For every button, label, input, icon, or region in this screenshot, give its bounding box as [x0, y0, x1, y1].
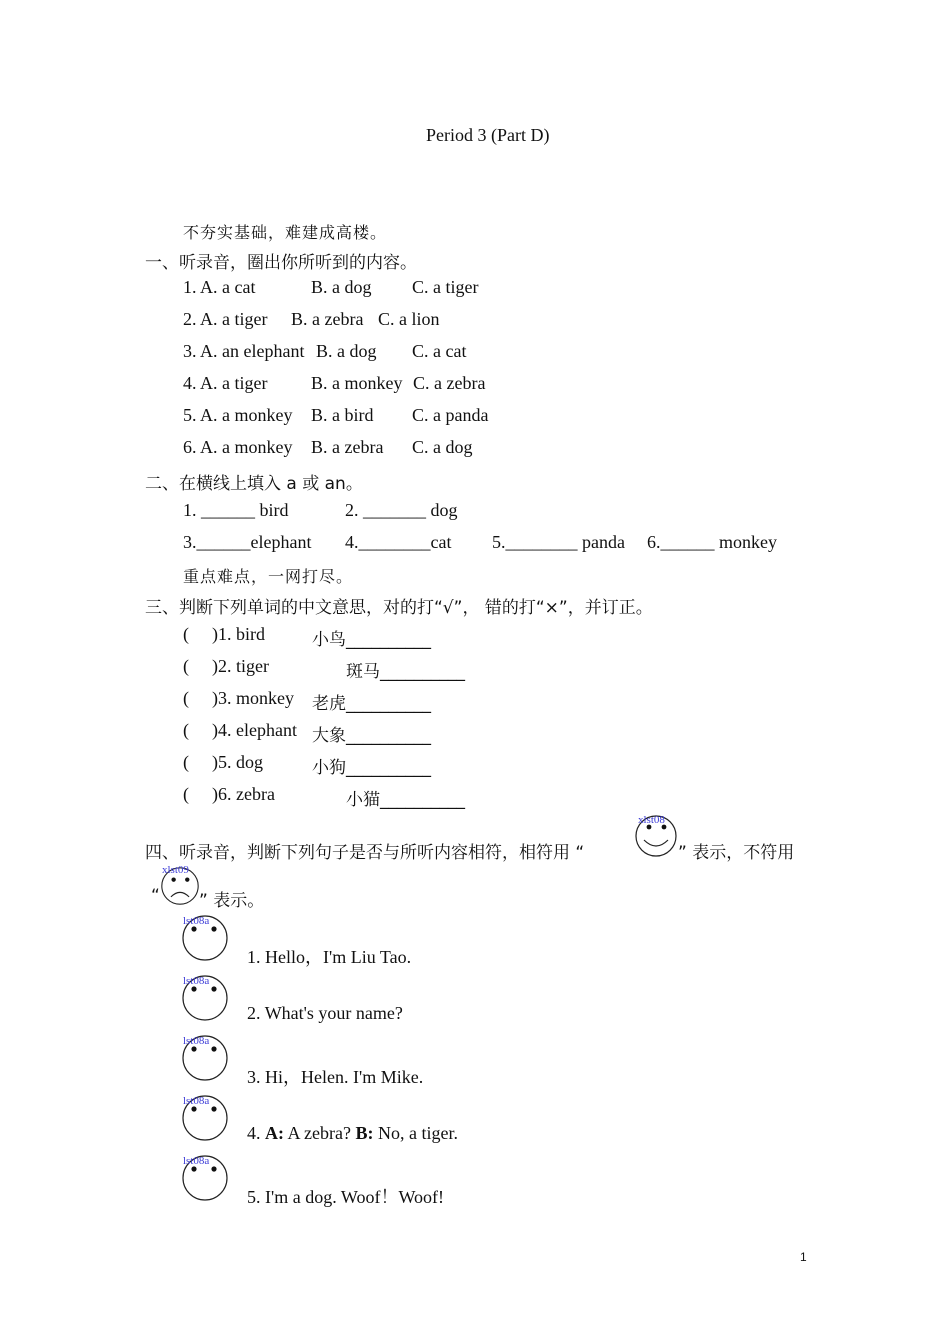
option-a[interactable]: 1. A. a cat	[183, 277, 256, 297]
sentence-item: 3. Hi，Helen. I'm Mike.	[247, 1067, 424, 1087]
section-4-heading-quote: “	[151, 886, 160, 906]
list-item	[183, 277, 255, 298]
blank-face-icon[interactable]: lst08a	[181, 1034, 229, 1082]
option-b[interactable]: B. a monkey	[311, 373, 403, 393]
chinese-meaning[interactable]: 小狗__________	[312, 758, 431, 778]
sentence-item: 5. I'm a dog. Woof！Woof!	[247, 1187, 444, 1207]
section-3-heading: 三、判断下列单词的中文意思，对的打“√”， 错的打“×”，并订正。	[145, 598, 653, 618]
fill-blank-item[interactable]: 2. _______ dog	[345, 500, 458, 520]
sentence-item: 2. What's your name?	[247, 1003, 403, 1023]
word-item: )3. monkey	[212, 688, 294, 708]
option-a[interactable]: 4. A. a tiger	[183, 373, 268, 393]
section-4-heading-end: ” 表示。	[199, 891, 265, 911]
fill-blank-item[interactable]: 3.______elephant	[183, 532, 312, 552]
sentence-item: 4. A: A zebra? B: No, a tiger.	[247, 1123, 458, 1143]
option-a[interactable]: 2. A. a tiger	[183, 309, 268, 329]
option-a[interactable]: 6. A. a monkey	[183, 437, 293, 457]
option-b[interactable]: B. a zebra	[291, 309, 364, 329]
blank-face-icon[interactable]: lst08a	[181, 1154, 229, 1202]
motto-text: 重点难点，一网打尽。	[183, 567, 354, 586]
answer-paren[interactable]: (	[183, 752, 189, 772]
chinese-meaning[interactable]: 小猫__________	[346, 790, 465, 810]
page-number: 1	[800, 1250, 807, 1264]
option-c[interactable]: C. a zebra	[413, 373, 486, 393]
section-4-heading-cont: ” 表示，不符用	[678, 843, 795, 863]
motto-text: 不夯实基础，难建成高楼。	[183, 223, 388, 242]
answer-paren[interactable]: (	[183, 720, 189, 740]
option-c[interactable]: C. a cat	[412, 341, 467, 361]
option-a[interactable]: 5. A. a monkey	[183, 405, 293, 425]
option-a[interactable]: 3. A. an elephant	[183, 341, 305, 361]
page-title: Period 3 (Part D)	[426, 125, 550, 145]
option-b[interactable]: B. a dog	[311, 277, 372, 297]
fill-blank-item[interactable]: 5.________ panda	[492, 532, 625, 552]
word-item: )5. dog	[212, 752, 263, 772]
fill-blank-item[interactable]: 1. ______ bird	[183, 500, 289, 520]
option-c[interactable]: C. a dog	[412, 437, 473, 457]
answer-paren[interactable]: (	[183, 624, 189, 644]
section-1-heading: 一、听录音，圈出你所听到的内容。	[145, 253, 417, 273]
option-c[interactable]: C. a lion	[378, 309, 440, 329]
word-item: )1. bird	[212, 624, 265, 644]
option-b[interactable]: B. a bird	[311, 405, 374, 425]
chinese-meaning[interactable]: 斑马__________	[346, 662, 465, 682]
blank-face-icon[interactable]: lst08a	[181, 1094, 229, 1142]
fill-blank-item[interactable]: 6.______ monkey	[647, 532, 777, 552]
word-item: )2. tiger	[212, 656, 269, 676]
fill-blank-item[interactable]: 4.________cat	[345, 532, 452, 552]
answer-paren[interactable]: (	[183, 656, 189, 676]
blank-face-icon[interactable]: lst08a	[181, 914, 229, 962]
option-b[interactable]: B. a zebra	[311, 437, 384, 457]
chinese-meaning[interactable]: 老虎__________	[312, 694, 431, 714]
answer-paren[interactable]: (	[183, 688, 189, 708]
smile-face-icon: xlst08	[634, 814, 678, 858]
word-item: )6. zebra	[212, 784, 275, 804]
sentence-item: 1. Hello，I'm Liu Tao.	[247, 947, 412, 967]
option-c[interactable]: C. a tiger	[412, 277, 479, 297]
chinese-meaning[interactable]: 大象__________	[312, 726, 431, 746]
section-2-heading: 二、在横线上填入 a 或 an。	[145, 474, 363, 494]
word-item: )4. elephant	[212, 720, 297, 740]
chinese-meaning[interactable]: 小鸟__________	[312, 630, 431, 650]
answer-paren[interactable]: (	[183, 784, 189, 804]
sad-face-icon: xlst09	[160, 866, 200, 906]
section-4-heading: 四、听录音，判断下列句子是否与所听内容相符，相符用 “	[145, 843, 585, 863]
blank-face-icon[interactable]: lst08a	[181, 974, 229, 1022]
option-c[interactable]: C. a panda	[412, 405, 489, 425]
option-b[interactable]: B. a dog	[316, 341, 377, 361]
